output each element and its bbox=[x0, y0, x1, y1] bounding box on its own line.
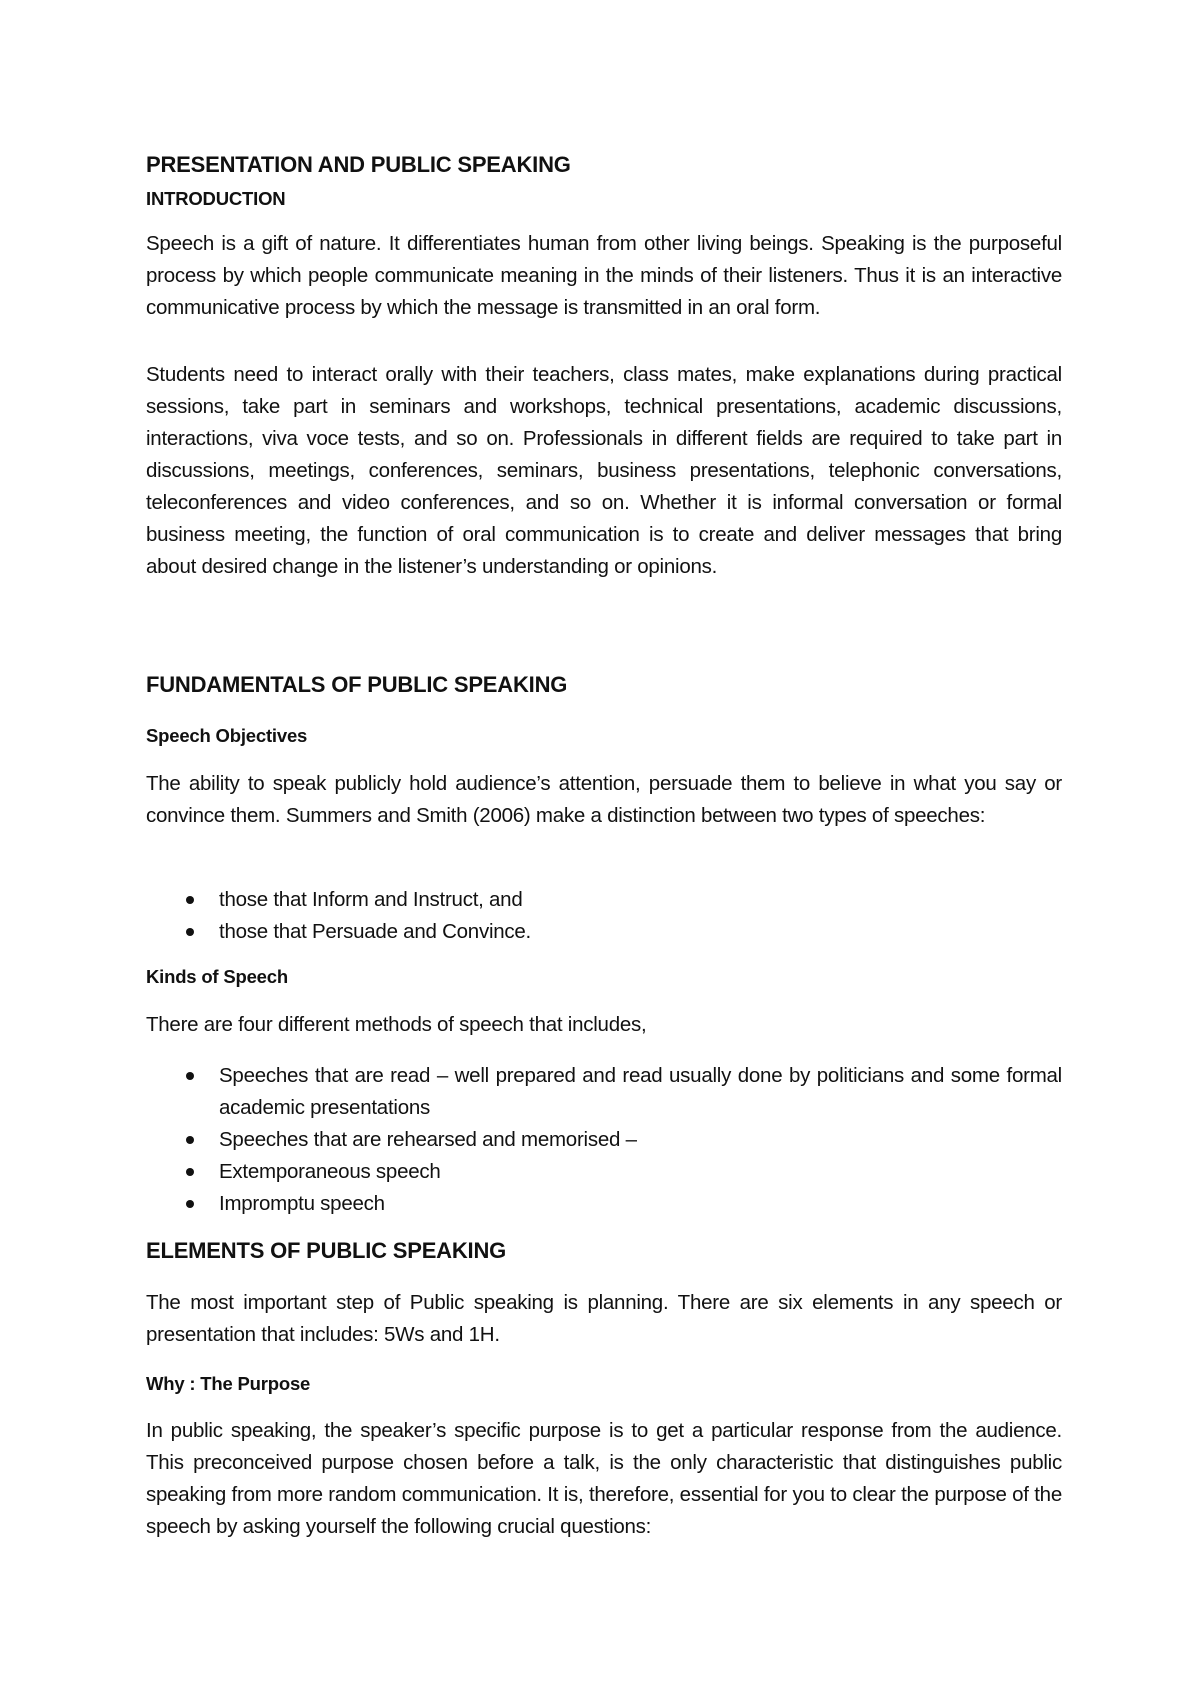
why-purpose-heading: Why : The Purpose bbox=[146, 1373, 311, 1394]
bullet-icon bbox=[186, 896, 194, 904]
list-item: those that Persuade and Convince. bbox=[146, 916, 1062, 948]
bullet-icon bbox=[186, 1072, 194, 1080]
introduction-paragraph-1: Speech is a gift of nature. It differentiates human from other living beings. Speaking is the purposeful process by which people communicate meaning in the minds of their listeners. Thus it is an interactive communicative process by which the message is transmitted in an oral form. bbox=[146, 232, 1062, 319]
list-item: Extemporaneous speech bbox=[146, 1156, 1062, 1188]
bullet-icon bbox=[186, 1168, 194, 1176]
elements-heading: ELEMENTS OF PUBLIC SPEAKING bbox=[146, 1238, 507, 1263]
fundamentals-heading: FUNDAMENTALS OF PUBLIC SPEAKING bbox=[146, 672, 568, 697]
list-item: those that Inform and Instruct, and bbox=[146, 884, 1062, 916]
document-title: PRESENTATION AND PUBLIC SPEAKING bbox=[146, 152, 571, 177]
speech-objectives-heading: Speech Objectives bbox=[146, 725, 308, 746]
list-item: Impromptu speech bbox=[146, 1188, 1062, 1220]
list-item: Speeches that are rehearsed and memorised – bbox=[146, 1124, 1062, 1156]
introduction-paragraph-2: Students need to interact orally with their teachers, class mates, make explanations during practical sessions, take part in seminars and workshops, technical presentations, academic discussions, interactions, viva voce tests, and so on. Professionals in different fields are required to take part in discussions, meetings, conferences, seminars, business presentations, telephonic conversations, teleconferences and video conferences, and so on. Whether it is informal conversation or formal business meeting, the function of oral communication is to create and deliver messages that bring about desired change in the listener’s understanding or opinions. bbox=[146, 363, 1062, 578]
bullet-icon bbox=[186, 928, 194, 936]
list-item: Speeches that are read – well prepared and read usually done by politicians and some formal academic presentations bbox=[146, 1060, 1062, 1124]
speech-objectives-list bbox=[146, 884, 1062, 948]
kinds-of-speech-heading: Kinds of Speech bbox=[146, 966, 288, 987]
bullet-icon bbox=[186, 1200, 194, 1208]
introduction-heading: INTRODUCTION bbox=[146, 188, 286, 209]
speech-objectives-paragraph: The ability to speak publicly hold audience’s attention, persuade them to believe in what you say or convince them. Summers and Smith (2006) make a distinction between two types of speeches: bbox=[146, 772, 1062, 827]
kinds-of-speech-paragraph: There are four different methods of speech that includes, bbox=[146, 1013, 647, 1036]
kinds-of-speech-list bbox=[146, 1060, 1062, 1220]
bullet-icon bbox=[186, 1136, 194, 1144]
why-purpose-paragraph: In public speaking, the speaker’s specific purpose is to get a particular response from the audience. This preconceived purpose chosen before a talk, is the only characteristic that distinguishes public speaking from more random communication. It is, therefore, essential for you to clear the purpose of the speech by asking yourself the following crucial questions: bbox=[146, 1419, 1062, 1538]
elements-paragraph: The most important step of Public speaking is planning. There are six elements in any speech or presentation that includes: 5Ws and 1H. bbox=[146, 1291, 1062, 1346]
